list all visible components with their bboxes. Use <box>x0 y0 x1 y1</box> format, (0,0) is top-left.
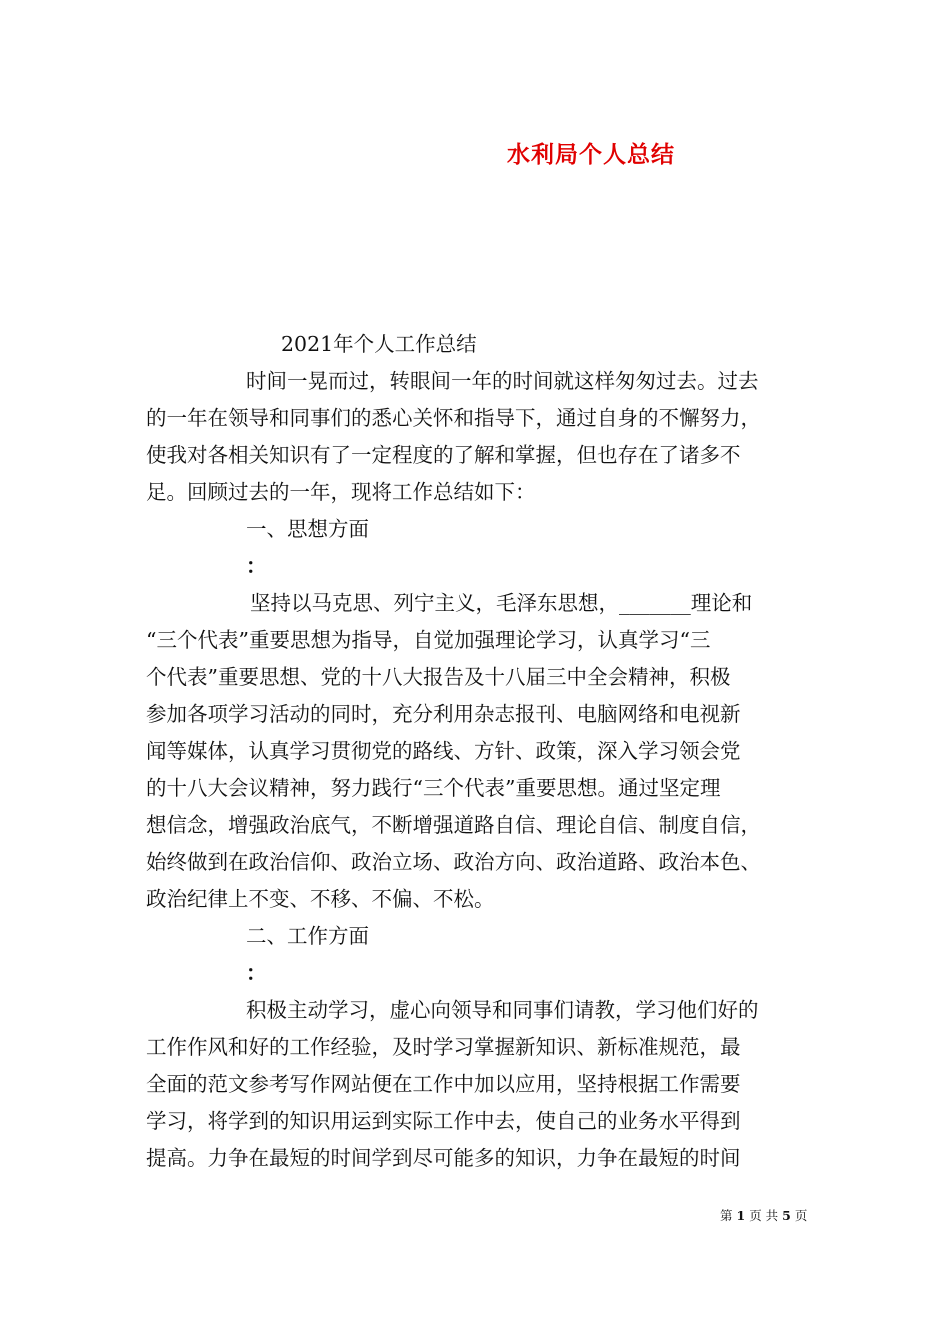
paragraph-line: 足。回顾过去的一年，现将工作总结如下： <box>146 480 536 504</box>
subtitle: 2021年个人工作总结 <box>281 332 477 356</box>
paragraph-line: 时间一晃而过，转眼间一年的时间就这样匆匆过去。过去 <box>246 369 759 393</box>
paragraph-line: 始终做到在政治信仰、政治立场、政治方向、政治道路、政治本色、 <box>146 850 761 874</box>
paragraph-line: 想信念，增强政治底气，不断增强道路自信、理论自信、制度自信， <box>146 813 761 837</box>
paragraph-line: 积极主动学习，虚心向领导和同事们请教，学习他们好的 <box>246 998 759 1022</box>
paragraph-line: 全面的范文参考写作网站便在工作中加以应用，坚持根据工作需要 <box>146 1072 741 1096</box>
document-body <box>146 326 806 1177</box>
section-colon: ： <box>246 961 267 985</box>
paragraph-line: 学习，将学到的知识用运到实际工作中去，使自己的业务水平得到 <box>146 1109 741 1133</box>
footer-page-number: 1 <box>736 1208 746 1223</box>
paragraph-line: 个代表”重要思想、党的十八大报告及十八届三中全会精神，积极 <box>146 665 731 689</box>
paragraph-line: “三个代表”重要思想为指导，自觉加强理论学习，认真学习“三 <box>146 628 711 652</box>
section-colon: ： <box>246 554 267 578</box>
paragraph-line: 工作作风和好的工作经验，及时学习掌握新知识、新标准规范，最 <box>146 1035 741 1059</box>
footer-total-pages: 5 <box>782 1208 791 1223</box>
footer-middle: 页 共 <box>749 1208 779 1223</box>
paragraph-line: 的十八大会议精神，努力践行“三个代表”重要思想。通过坚定理 <box>146 776 721 800</box>
section-heading: 二、工作方面 <box>246 924 369 948</box>
page-footer <box>720 1206 807 1224</box>
paragraph-line: 坚持以马克思、列宁主义，毛泽东思想，_______理论和 <box>250 591 753 615</box>
footer-suffix: 页 <box>794 1208 808 1223</box>
paragraph-line: 提高。力争在最短的时间学到尽可能多的知识，力争在最短的时间 <box>146 1146 741 1170</box>
paragraph-line: 政治纪律上不变、不移、不偏、不松。 <box>146 887 495 911</box>
paragraph-line: 参加各项学习活动的同时，充分利用杂志报刊、电脑网络和电视新 <box>146 702 741 726</box>
section-heading: 一、思想方面 <box>246 517 369 541</box>
paragraph-line: 的一年在领导和同事们的悉心关怀和指导下，通过自身的不懈努力， <box>146 406 761 430</box>
document-title: 水利局个人总结 <box>507 142 675 168</box>
paragraph-line: 闻等媒体，认真学习贯彻党的路线、方针、政策，深入学习领会党 <box>146 739 741 763</box>
paragraph-line: 使我对各相关知识有了一定程度的了解和掌握，但也存在了诸多不 <box>146 443 741 467</box>
footer-prefix: 第 <box>720 1208 733 1223</box>
